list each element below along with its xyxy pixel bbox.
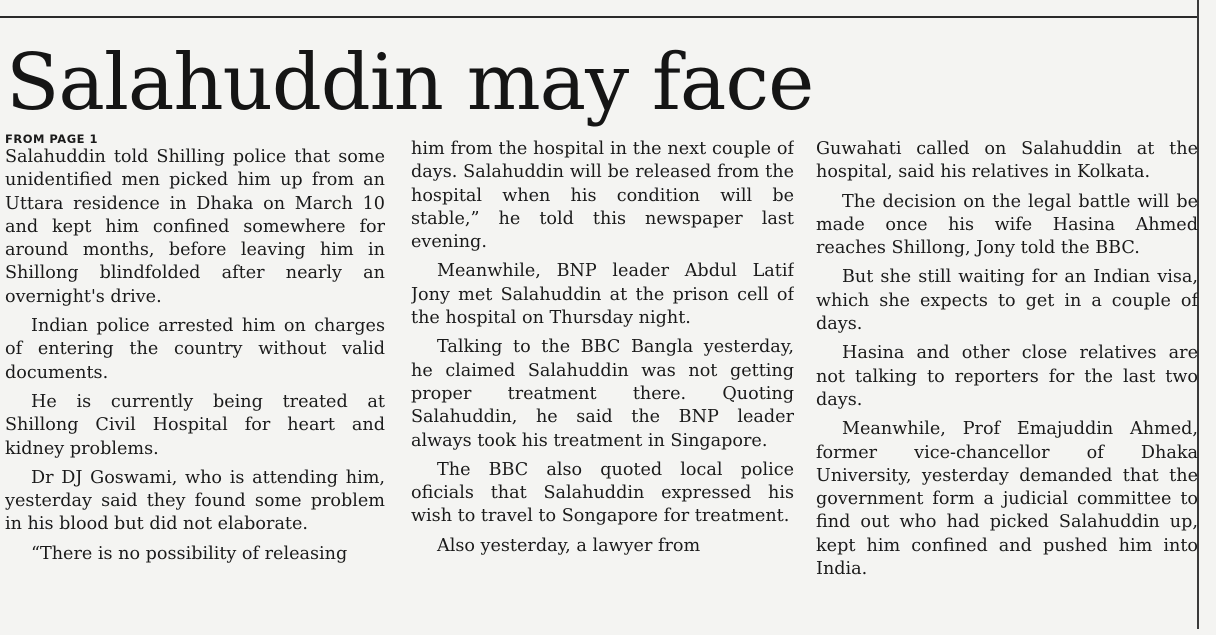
paragraph: Indian police arrested him on charges of entering the country without valid documents. [5, 316, 385, 383]
paragraph: The BBC also quoted local police oficials that Salahuddin expressed his wish to travel to Songapore for treatment. [411, 459, 794, 527]
paragraph: Salahuddin told Shilling police that some unidentified men picked him up from an Uttara residence in Dhaka on March 10 and kept him confined somewhere for around months, before leaving him in Shillong blindfolded after nearly an overnight's drive. [5, 147, 385, 307]
article-column-1 [5, 132, 385, 629]
article-column-2 [411, 138, 794, 635]
paragraph: He is currently being treated at Shillong Civil Hospital for heart and kidney problems. [5, 391, 385, 459]
kicker: FROM PAGE 1 [5, 132, 99, 146]
article-column-3 [816, 138, 1198, 635]
paragraph: Meanwhile, Prof Emajuddin Ahmed, former vice-chancellor of Dhaka University, yesterday demanded that the government form a judicial committee to find out who had picked Salahuddin up, kept him confined and pushed him into India. [816, 419, 1198, 580]
paragraph: Guwahati called on Salahuddin at the hospital, said his relatives in Kolkata. [816, 139, 1198, 183]
paragraph: him from the hospital in the next couple of days. Salahuddin will be released from the hospital when his condition will be stable,” he told this newspaper last evening. [411, 139, 794, 253]
paragraph: The decision on the legal battle will be made once his wife Hasina Ahmed reaches Shillong, Jony told the BBC. [816, 191, 1198, 259]
paragraph: Hasina and other close relatives are not talking to reporters for the last two days. [816, 343, 1198, 410]
paragraph: Meanwhile, BNP leader Abdul Latif Jony met Salahuddin at the prison cell of the hospital on Thursday night. [411, 261, 794, 329]
paragraph: But she still waiting for an Indian visa, which she expects to get in a couple of days. [816, 267, 1198, 335]
paragraph: Dr DJ Goswami, who is attending him, yesterday said they found some problem in his blood but did not elaborate. [5, 467, 385, 535]
paragraph: Talking to the BBC Bangla yesterday, he claimed Salahuddin was not getting proper treatment there. Quoting Salahuddin, he said the BNP leader always took his treatment in Singapore. [411, 337, 794, 451]
headline: Salahuddin may face [6, 38, 814, 128]
paragraph: Also yesterday, a lawyer from [437, 535, 701, 556]
paragraph: “There is no possibility of releasing [31, 543, 348, 564]
top-rule [0, 16, 1197, 18]
